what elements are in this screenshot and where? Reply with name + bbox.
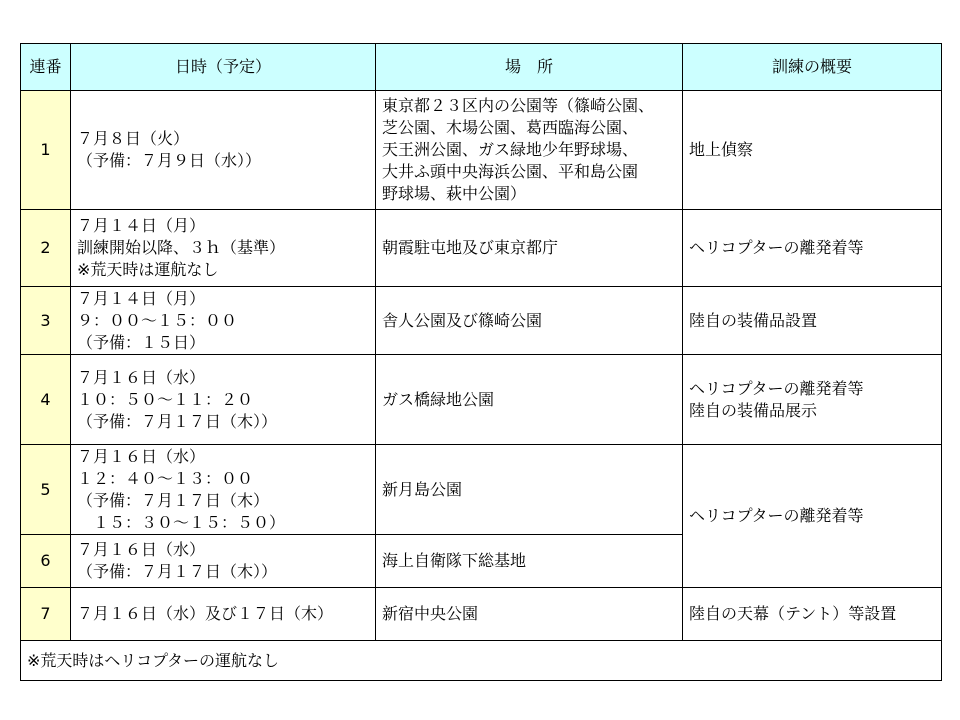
datetime-line: （予備：７月１７日（木） bbox=[77, 490, 270, 510]
datetime-line: （予備：１５日） bbox=[77, 332, 206, 352]
datetime-line: ７月１６日（水）及び１７日（木） bbox=[77, 604, 334, 623]
datetime-line: １２：４０～１３：００ bbox=[77, 468, 254, 488]
place-line: 天王洲公園、ガス緑地少年野球場、 bbox=[382, 140, 639, 159]
summary-line: ヘリコプターの離発着等 bbox=[689, 378, 864, 398]
place-line: 東京都２３区内の公園等（篠崎公園、 bbox=[382, 96, 655, 115]
place-cell bbox=[376, 210, 683, 287]
summary-line: 陸自の装備品展示 bbox=[689, 400, 818, 420]
place-cell bbox=[376, 588, 683, 641]
footnote: ※荒天時はヘリコプターの運航なし bbox=[21, 641, 942, 681]
datetime-cell bbox=[71, 355, 376, 445]
place-line: 朝霞駐屯地及び東京都庁 bbox=[382, 238, 559, 257]
summary-line: ヘリコプターの離発着等 bbox=[689, 238, 864, 257]
datetime-line: １５：３０～１５：５０） bbox=[77, 512, 286, 532]
row-number: 5 bbox=[21, 445, 71, 535]
summary-line: 地上偵察 bbox=[689, 140, 754, 159]
row-number: 4 bbox=[21, 355, 71, 445]
place-line: 新月島公園 bbox=[382, 479, 463, 499]
place-line: 舎人公園及び篠崎公園 bbox=[382, 310, 543, 330]
place-cell bbox=[376, 355, 683, 445]
place-cell bbox=[376, 287, 683, 355]
datetime-line: ７月１４日（月） bbox=[77, 288, 206, 308]
place-line: 新宿中央公園 bbox=[382, 604, 479, 623]
summary-cell bbox=[683, 445, 942, 588]
summary-cell bbox=[683, 287, 942, 355]
footnote-row bbox=[21, 641, 942, 681]
place-cell bbox=[376, 445, 683, 535]
datetime-line: ※荒天時は運航なし bbox=[77, 260, 219, 279]
table-row bbox=[21, 287, 942, 355]
place-line: 大井ふ頭中央海浜公園、平和島公園 bbox=[382, 162, 639, 181]
place-cell bbox=[376, 535, 683, 588]
datetime-line: ７月８日（火） bbox=[77, 129, 190, 148]
datetime-cell bbox=[71, 445, 376, 535]
place-line: ガス橋緑地公園 bbox=[382, 389, 495, 409]
table-row bbox=[21, 445, 942, 535]
datetime-cell bbox=[71, 210, 376, 287]
table-row bbox=[21, 355, 942, 445]
header-row bbox=[21, 44, 942, 91]
place-line: 野球場、萩中公園） bbox=[382, 184, 527, 203]
datetime-cell bbox=[71, 91, 376, 210]
place-cell bbox=[376, 91, 683, 210]
datetime-line: 訓練開始以降、３ｈ（基準） bbox=[77, 238, 286, 257]
table-row bbox=[21, 91, 942, 210]
header-place: 場 所 bbox=[376, 44, 683, 91]
table-row bbox=[21, 210, 942, 287]
summary-line: 陸自の装備品設置 bbox=[689, 310, 818, 330]
row-number: 7 bbox=[21, 588, 71, 641]
datetime-line: （予備：７月１７日（木）） bbox=[77, 562, 278, 581]
datetime-cell bbox=[71, 588, 376, 641]
datetime-line: （予備：７月９日（水）） bbox=[77, 151, 262, 170]
row-number: 2 bbox=[21, 210, 71, 287]
row-number: 3 bbox=[21, 287, 71, 355]
place-line: 海上自衛隊下総基地 bbox=[382, 551, 527, 570]
datetime-line: ７月１４日（月） bbox=[77, 216, 206, 235]
table-row bbox=[21, 588, 942, 641]
row-number: 1 bbox=[21, 91, 71, 210]
header-datetime: 日時（予定） bbox=[71, 44, 376, 91]
summary-cell bbox=[683, 210, 942, 287]
row-number: 6 bbox=[21, 535, 71, 588]
summary-cell bbox=[683, 91, 942, 210]
datetime-line: １０：５０～１１：２０ bbox=[77, 389, 254, 409]
summary-line: ヘリコプターの離発着等 bbox=[689, 506, 864, 525]
datetime-line: （予備：７月１７日（木）） bbox=[77, 411, 278, 431]
header-number: 連番 bbox=[21, 44, 71, 91]
header-summary: 訓練の概要 bbox=[683, 44, 942, 91]
datetime-line: ７月１６日（水） bbox=[77, 540, 206, 559]
datetime-cell bbox=[71, 287, 376, 355]
summary-cell bbox=[683, 355, 942, 445]
summary-line: 陸自の天幕（テント）等設置 bbox=[689, 604, 897, 623]
datetime-line: ７月１６日（水） bbox=[77, 446, 206, 466]
datetime-cell bbox=[71, 535, 376, 588]
datetime-line: ７月１６日（水） bbox=[77, 367, 206, 387]
place-line: 芝公園、木場公園、葛西臨海公園、 bbox=[382, 118, 639, 137]
datetime-line: ９：００～１５：００ bbox=[77, 310, 238, 330]
summary-cell bbox=[683, 588, 942, 641]
training-schedule-table bbox=[20, 43, 942, 681]
